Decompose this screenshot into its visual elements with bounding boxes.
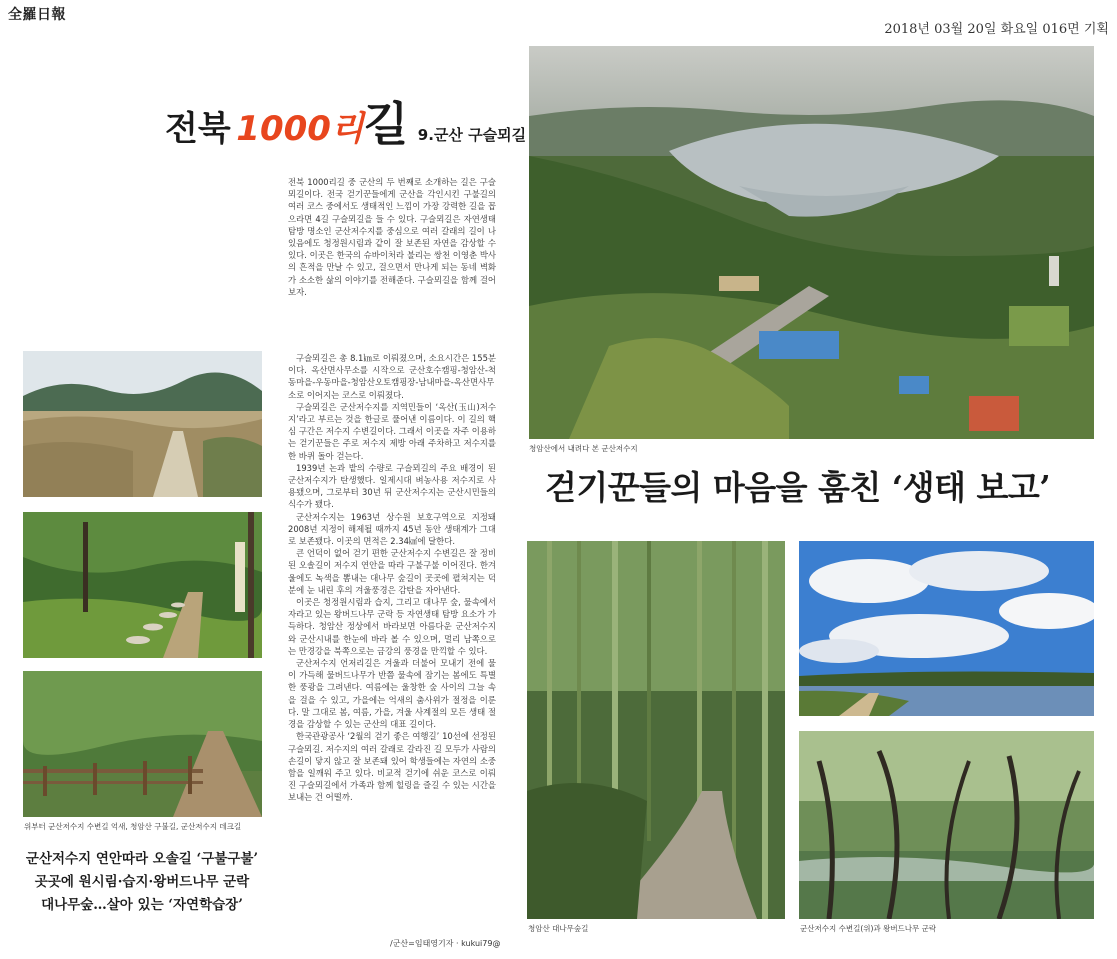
body-paragraph: 군산저수지 언저리길은 겨울과 더불어 모내기 전에 물이 가득해 물버드나무가 반쯤 물속에 잠기는 봄에도 특별한 풍광을 그려낸다. 여름에는 울창한 숲 사이의 그늘 속을 걸을 수 있고, 가을에는 억새의 춤사위가 절정을 이룬다. 말 그대로 봄, 여름, 가을, 겨울 사계절의 모든 생태 절경을 감상할 수 있는 군산의 대표 길이다. — [288, 658, 496, 730]
caption-left-stack: 위부터 군산저수지 수변길 억새, 청암산 구불길, 군산저수지 데크길 — [24, 822, 242, 831]
body-paragraph: 큰 언덕이 없어 걷기 편한 군산저수지 수변길은 잘 정비된 오솔길이 저수지 연안을 따라 구불구불 이어진다. 한겨울에도 녹색을 뽐내는 대나무 숲길이 곳곳에 펼쳐지는 덕분에 눈 내린 후의 겨울풍경은 감탄을 자아낸다. — [288, 548, 496, 595]
series-subtitle: 9.군산 구슬뫼길 — [417, 126, 527, 144]
photo-aerial-reservoir — [529, 46, 1094, 439]
body-paragraph: 이곳은 청정원시림과 습지, 그리고 대나무 숲, 물속에서 자라고 있는 왕버드나무 군락 등 자연생태 탐방 요소가 가득하다. 청암산 정상에서 바라보면 아름다운 군산저수지와 군산시내를 한눈에 바라 볼 수 있으며, 멀리 남쪽으로는 만경강을 북쪽으로는 금강의 풍경을 만끽할 수 있다. — [288, 597, 496, 656]
newspaper-masthead: 全羅日報 — [8, 7, 66, 23]
photo-reeds-path — [23, 351, 262, 497]
series-title-part1: 전북 — [165, 109, 231, 149]
body-paragraph: 군산저수지는 1963년 상수원 보호구역으로 지정돼 2008년 지정이 해제될 때까지 45년 동안 생태계가 그대로 보존됐다. 이곳의 면적은 2.34㎢에 달한다. — [288, 511, 496, 547]
caption-right-pair: 군산저수지 수변길(위)과 왕버드나무 군락 — [800, 924, 937, 933]
photo-willow-grove — [799, 731, 1094, 919]
article-lead: 전북 1000리길 중 군산의 두 번째로 소개하는 길은 구슬뫼길이다. 전국 걷기꾼들에게 군산을 각인시킨 구불길의 여러 코스 중에서도 생태적인 느낌이 가장 강력한 길을 꼽으라면 4길 구슬뫼길을 들 수 있다. 구슬뫼길은 자연생태 탐방 명소인 군산저수지를 중심으로 여러 갈래의 길이 나 있음에도 청정원시림과 같이 잘 보존된 자연을 감상할 수 있다. 이곳은 한국의 슈바이처라 불리는 쌍천 이영춘 박사의 흔적을 만날 수 있고, 걸으면서 만나게 되는 동네 벽화가 소소한 삶의 이야기를 전해준다. 구슬뫼길을 함께 걸어보자. — [288, 177, 496, 297]
body-paragraph: 구슬뫼길은 군산저수지를 지역민들이 ‘옥산(玉山)저수지’라고 부르는 것을 한글로 풀어낸 이름이다. 이 길의 핵심 구간은 저수지 수변길이다. 그래서 이곳을 자주 이용하는 걷기꾼들은 주로 저수지 제방 아래 주차하고 저수지를 한 바퀴 돌아 걷는다. — [288, 401, 496, 461]
dateline: 2018년 03월 20일 화요일 016면 기획 — [884, 22, 1109, 37]
subhead-line: 대나무숲…살아 있는 ‘자연학습장’ — [41, 897, 243, 913]
subheadline — [22, 848, 262, 917]
byline: /군산=임태영기자 · kukui79@ — [390, 939, 501, 948]
body-paragraph: 한국관광공사 ‘2월의 걷기 좋은 여행길’ 10선에 선정된 구슬뫼길. 저수지의 여러 갈래로 갈라진 길 모두가 사람의 손길이 닿지 않고 잘 보존돼 있어 학생들에는 자연의 소중함을 일깨워 주고 있다. 비교적 걷기에 쉬운 코스로 이뤄진 구슬뫼길에서 가족과 함께 힐링을 즐길 수 있는 시간을 보내는 건 어떨까. — [288, 731, 496, 803]
body-paragraph: 1939년 논과 밭의 수량로 구슬뫼길의 주요 배경이 된 군산저수지가 탄생했다. 일제시대 벼농사용 저수지로 사용됐으며, 그로부터 30년 뒤 군산저수지는 군산시민들의 식수가 됐다. — [288, 462, 496, 510]
photo-forest-steppingstones — [23, 512, 262, 658]
caption-aerial: 청암산에서 내려다 본 군산저수지 — [529, 444, 638, 453]
photo-sky-reservoir — [799, 541, 1094, 716]
series-title-part2: 1000리 — [236, 109, 364, 149]
article-body — [288, 352, 496, 804]
body-paragraph: 구슬뫼길은 총 8.1㎞로 이뤄졌으며, 소요시간은 155분이다. 옥산면사무소를 시작으로 군산호수캠핑-청암산-척동마을-우동마을-청암산오토캠핑장-남내마을-옥산면사무소로 이어지는 코스로 이뤄졌다. — [288, 353, 496, 400]
photo-bamboo-path — [527, 541, 785, 919]
subhead-line: 곳곳에 원시림·습지·왕버드나무 군락 — [34, 874, 250, 890]
series-title-part3: 길 — [363, 97, 409, 151]
caption-bamboo: 청암산 대나무숲길 — [528, 924, 589, 933]
photo-deck-path — [23, 671, 262, 817]
subhead-line: 군산저수지 연안따라 오솔길 ‘구불구불’ — [25, 851, 259, 867]
series-title — [165, 88, 526, 154]
main-headline: 걷기꾼들의 마음을 훔친 ‘생태 보고’ — [545, 468, 1051, 507]
